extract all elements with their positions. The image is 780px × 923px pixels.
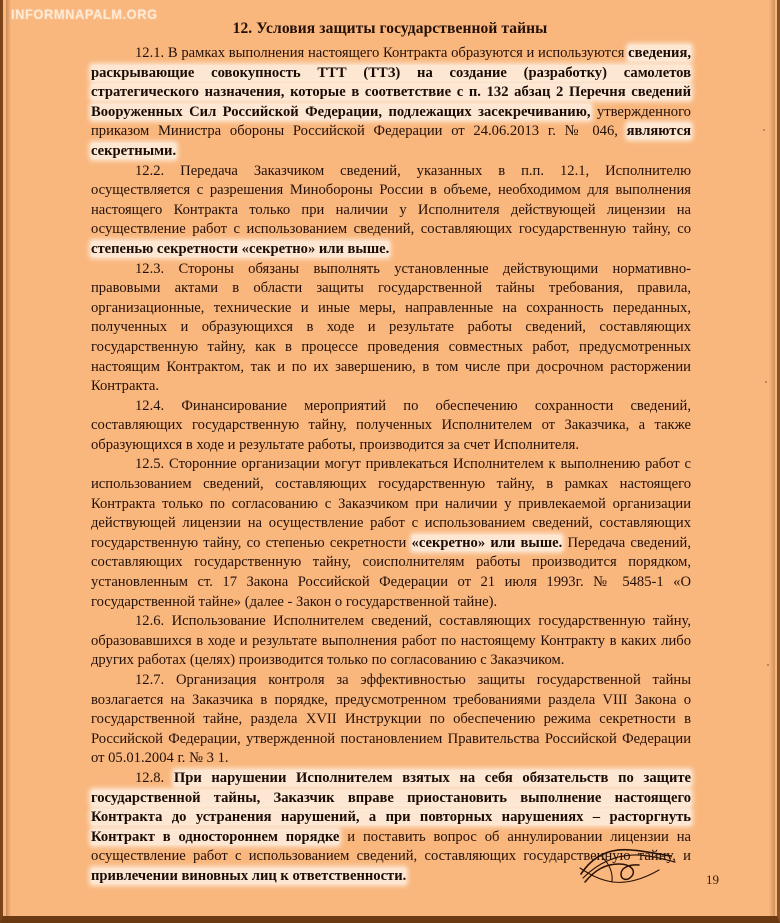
highlighted-text: «секретно» или выше. xyxy=(411,534,563,551)
paragraph-12-7 xyxy=(91,671,691,769)
body-text: Передача сведений, составляющих государственную тайну, соисполнителям работы производится порядком, установленным ст. 17 Закона Российской Федерации от 21 июля 1993г. № 5485-1 «О государственной тайне» (далее - Закон о государственной тайне). xyxy=(91,534,691,610)
scan-speck xyxy=(763,129,765,131)
document-body xyxy=(91,44,691,887)
handwritten-signature xyxy=(579,844,689,890)
paragraph-12-4 xyxy=(91,397,691,456)
paragraph-12-5 xyxy=(91,455,691,612)
paragraph-12-1 xyxy=(91,44,691,162)
body-text: 12.1. В рамках выполнения настоящего Контракта образуются и используются xyxy=(135,45,629,61)
page-number: 19 xyxy=(706,872,719,887)
body-text: 12.6. Использование Исполнителем сведений, составляющих государственную тайну, образовавшихся в ходе и результате выполнения работ по настоящему Контракту в каких либо других работах (целях) производится только по согласованию с Заказчиком. xyxy=(91,613,691,669)
body-text: 12.4. Финансирование мероприятий по обеспечению сохранности сведений, составляющих государственную тайну, полученных Исполнителем от Заказчика, а также образующихся в ходе и результате работы, производится за счет Исполнителя. xyxy=(91,397,691,453)
body-text: утвержденного приказом Министра обороны Российской Федерации от 24.06.2013 г. № 046, xyxy=(91,103,691,140)
highlighted-text: сведения, раскрывающие совокупность ТТТ (ТТЗ) на создание (разработку) самолетов стратегического назначения, которые в соответствие с п. 132 абзац 2 Перечня сведений Вооруженных Сил Российской Федерации, подлежащих засекречиванию, xyxy=(91,45,691,120)
body-text: 12.8. xyxy=(135,769,174,786)
paragraph-12-6 xyxy=(91,612,691,671)
paragraph-12-3 xyxy=(91,260,691,397)
body-text: 12.5. Сторонние организации могут привлекаться Исполнителем к выполнению работ с использованием сведений, составляющих государственную тайну, в рамках настоящего Контракта только по согласованию с Заказчиком при наличии у привлекаемой организации действующей лицензии на осуществление работ с использованием сведений, составляющих государственную тайну, со степенью секретности xyxy=(91,456,691,551)
highlighted-text: При нарушении Исполнителем взятых на себя обязательств по защите государственной тайны, Заказчик вправе приостановить выполнение настоящего Контракта до устранения нарушений, а при повторных нарушениях – расторгнуть Контракт в одностороннем порядке xyxy=(91,769,691,845)
body-text: 12.2. Передача Заказчиком сведений, указанных в п.п. 12.1, Исполнителю осуществляется с разрешения Минобороны России в объеме, необходимом для выполнения настоящего Контракта только при наличии у Исполнителя действующей лицензии на осуществление работ с использованием сведений, составляющих государственную тайну, со xyxy=(91,162,691,238)
highlighted-text: привлечении виновных лиц к ответственности. xyxy=(91,867,407,884)
scan-speck xyxy=(767,664,769,666)
scan-speck xyxy=(765,381,767,383)
body-text: 12.7. Организация контроля за эффективностью защиты государственной тайны возлагается на Заказчика в порядке, предусмотренном требованиями раздела VIII Закона о государственной тайне, раздела XVII Инструкции по обеспечению режима секретности в Российской Федерации, утвержденной постановлением Правительства Российской Федерации от 05.01.2004 г. № 3 1. xyxy=(91,672,691,767)
highlighted-text: являются секретными. xyxy=(91,123,691,159)
body-text: и поставить вопрос об аннулировании лицензии на осуществление работ с использованием сведений, составляющих государственную тайну, и xyxy=(91,828,691,865)
page-title: 12. Условия защиты государственной тайны xyxy=(232,20,548,38)
highlighted-text: степенью секретности «секретно» или выше. xyxy=(91,240,390,257)
paragraph-12-2 xyxy=(91,162,691,260)
body-text: 12.3. Стороны обязаны выполнять установленные действующими нормативно-правовыми актами в области защиты государственной тайны требования, правила, организационные, технические и иные меры, направленные на сохранность переданных, полученных и образующихся в ходе и результате работы сведений, составляющих государственную тайну, как в процессе проведения совместных работ, предусмотренных настоящим Контрактом, так и по их завершению, в том числе при досрочном расторжении Контракта. xyxy=(91,260,691,395)
watermark-informnapalm: INFORMNAPALM.ORG xyxy=(11,6,158,22)
